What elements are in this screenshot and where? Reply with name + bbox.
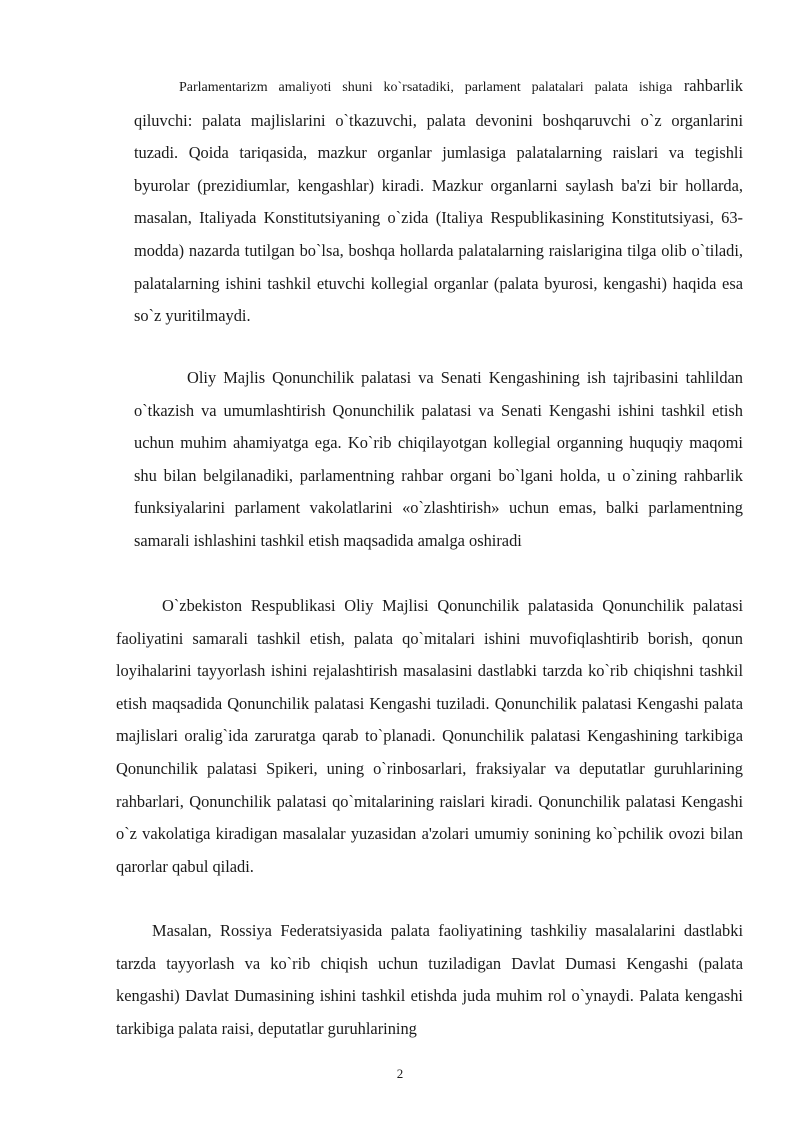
paragraph-1-first-line: Parlamentarizm amaliyoti shuni ko`rsatadiki, parlament palatalari palata ishiga <box>179 80 673 95</box>
page-number: 2 <box>396 1066 404 1081</box>
paragraph-1-text: rahbarlik qiluvchi: palata majlislarini o`tkazuvchi, palata devonini boshqaruvchi o`z organlarini tuzadi. Qoida tariqasida, mazkur organlar jumlasiga palatalarning raislari va tegishli byurolar (prezidiumlar, kengashlar) kiradi. Mazkur organlarni saylash ba'zi bir hollarda, masalan, Italiyada Konstitutsiyaning o`zida (Italiya Respublikasining Konstitutsiyasi, 63-modda) nazarda tutilgan bo`lsa, boshqa hollarda palatalarning raislarigina tilga olib o`tiladi, palatalarning ishini tashkil etuvchi kollegial organlar (palata byurosi, kengashi) haqida esa so`z yuritilmaydi. <box>134 76 743 326</box>
paragraph-1 <box>134 70 743 333</box>
paragraph-2: Oliy Majlis Qonunchilik palatasi va Senati Kengashining ish tajribasini tahlildan o`tkazish va umumlashtirish Qonunchilik palatasi va Senati Kengashi ishini tashkil etish uchun muhim ahamiyatga ega. Ko`rib chiqilayotgan kollegial organning huquqiy maqomi shu bilan belgilanadiki, parlamentning rahbar organi bo`lgani holda, u o`zining rahbarlik funksiyalarini parlament vakolatlarini «o`zlashtirish» uchun emas, balki parlamentning samarali ishlashini tashkil etish maqsadida amalga oshiradi <box>134 368 743 550</box>
paragraph-3: O`zbekiston Respublikasi Oliy Majlisi Qonunchilik palatasida Qonunchilik palatasi faoliyatini samarali tashkil etish, palata qo`mitalari ishini muvofiqlashtirib borish, qonun loyihalarini tayyorlash ishini rejalashtirish masalasini dastlabki tarzda ko`rib chiqishni tashkil etish maqsadida Qonunchilik palatasi Kengashi tuziladi. Qonunchilik palatasi Kengashi palata majlislari oralig`ida zaruratga qarab to`planadi. Qonunchilik palatasi Kengashining tarkibiga Qonunchilik palatasi Spikeri, uning o`rinbosarlari, fraksiyalar va deputatlar guruhlarining rahbarlari, Qonunchilik palatasi qo`mitalarining raislari kiradi. Qonunchilik palatasi Kengashi o`z vakolatiga kiradigan masalalar yuzasidan a'zolari umumiy sonining ko`pchilik ovozi bilan qarorlar qabul qiladi. <box>116 596 743 876</box>
paragraph-4: Masalan, Rossiya Federatsiyasida palata faoliyatining tashkiliy masalalarini dastlabki tarzda tayyorlash va ko`rib chiqish uchun tuziladigan Davlat Dumasi Kengashi (palata kengashi) Davlat Dumasining ishini tashkil etishda juda muhim rol o`ynaydi. Palata kengashi tarkibiga palata raisi, deputatlar guruhlarining <box>116 921 743 1038</box>
